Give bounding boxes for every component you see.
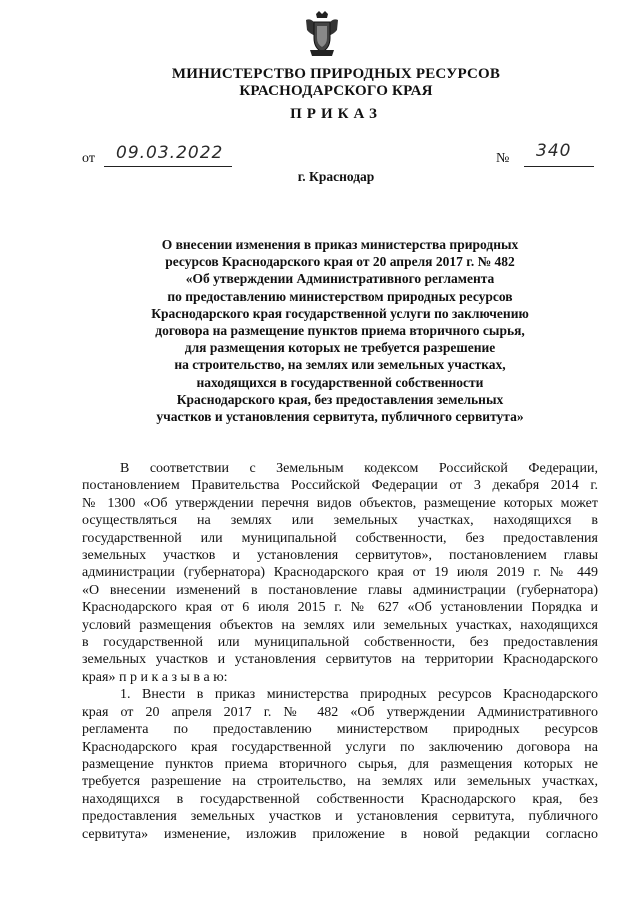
body-line: предоставления земельных участков и установления сервитута, публичного: [82, 809, 598, 825]
title-line: участков и установления сервитута, публичного сервитута»: [156, 409, 524, 425]
title-line: для размещения которых не требуется разрешение: [184, 340, 496, 356]
body-line: земельных участков и установления сервитутов на территории Краснодарского: [82, 652, 598, 668]
title-line: О внесении изменения в приказ министерства природных: [161, 237, 519, 252]
date-label: от: [82, 151, 95, 166]
title-line: договора на размещение пунктов приема вторичного сырья,: [155, 323, 525, 339]
body-line: администрации (губернатора) Краснодарского края от 19 июля 2019 г. № 449: [82, 565, 598, 581]
body-line: находящихся в государственной собственности Краснодарского края, без: [82, 791, 598, 807]
body-line: требуется разрешение на строительство, на землях или земельных участках,: [82, 774, 598, 790]
title-line: находящихся в государственной собственности: [196, 374, 484, 390]
body-line: в государственной или муниципальной собственности, без предоставления: [82, 635, 598, 651]
document-type-heading: ПРИКАЗ: [290, 106, 382, 122]
body-line: «О внесении изменений в постановление главы администрации (губернатора): [82, 582, 598, 598]
document-body: [82, 460, 598, 843]
title-line: Краснодарского края, без предоставления земельных: [176, 391, 504, 407]
body-line: В соответствии с Земельным кодексом Российской Федерации,: [120, 461, 598, 476]
number-underline: [524, 166, 594, 167]
body-line: постановлением Правительства Российской Федерации от 3 декабря 2014 г.: [82, 478, 598, 494]
title-line: по предоставлению министерством природных ресурсов: [167, 288, 513, 304]
body-line: № 1300 «Об утверждении перечня видов объектов, размещение которых может: [82, 495, 598, 511]
body-line: края от 20 апреля 2017 г. № 482 «Об утверждении Административного: [82, 704, 598, 720]
body-line: Краснодарского края от 6 июля 2015 г. № 627 «Об установлении Порядка и: [82, 600, 598, 616]
number-value-handwritten: 340: [536, 141, 572, 161]
body-line: осуществляться на землях или земельных участках, находящихся в: [82, 513, 598, 529]
title-line: Краснодарского края государственной услуги по заключению: [151, 305, 529, 321]
coat-of-arms-emblem: [302, 10, 342, 58]
body-line: 1. Внести в приказ министерства природных ресурсов Краснодарского: [120, 687, 598, 703]
number-label: №: [496, 151, 510, 166]
body-line: Краснодарского края государственной услуги по заключению договора на: [82, 739, 598, 755]
title-line: ресурсов Краснодарского края от 20 апреля 2017 г. № 482: [165, 254, 515, 270]
title-line: на строительство, на землях или земельных участках,: [174, 357, 506, 373]
document-title: [110, 236, 570, 425]
date-value-handwritten: 09.03.2022: [116, 143, 224, 163]
body-line: земельных участков и установления сервитутов», постановлением главы: [82, 548, 598, 564]
body-line: государственной или муниципальной собственности, без предоставления: [82, 530, 598, 546]
ministry-name-line2: КРАСНОДАРСКОГО КРАЯ: [239, 83, 433, 99]
body-line: условий размещения объектов на землях или земельных участках, находящихся: [82, 617, 598, 633]
body-line: размещение пунктов приема вторичного сырья, для размещения которых не: [82, 756, 598, 772]
body-line: регламента по предоставлению министерством природных ресурсов: [82, 722, 598, 738]
body-line: сервитута» изменение, изложив приложение в новой редакции согласно: [82, 826, 598, 842]
date-underline: [104, 166, 232, 167]
city-label: г. Краснодар: [297, 169, 375, 184]
body-line: края» п р и к а з ы в а ю:: [82, 669, 228, 685]
title-line: «Об утверждении Административного регламента: [185, 271, 495, 287]
ministry-name-line1: МИНИСТЕРСТВО ПРИРОДНЫХ РЕСУРСОВ: [171, 66, 501, 82]
